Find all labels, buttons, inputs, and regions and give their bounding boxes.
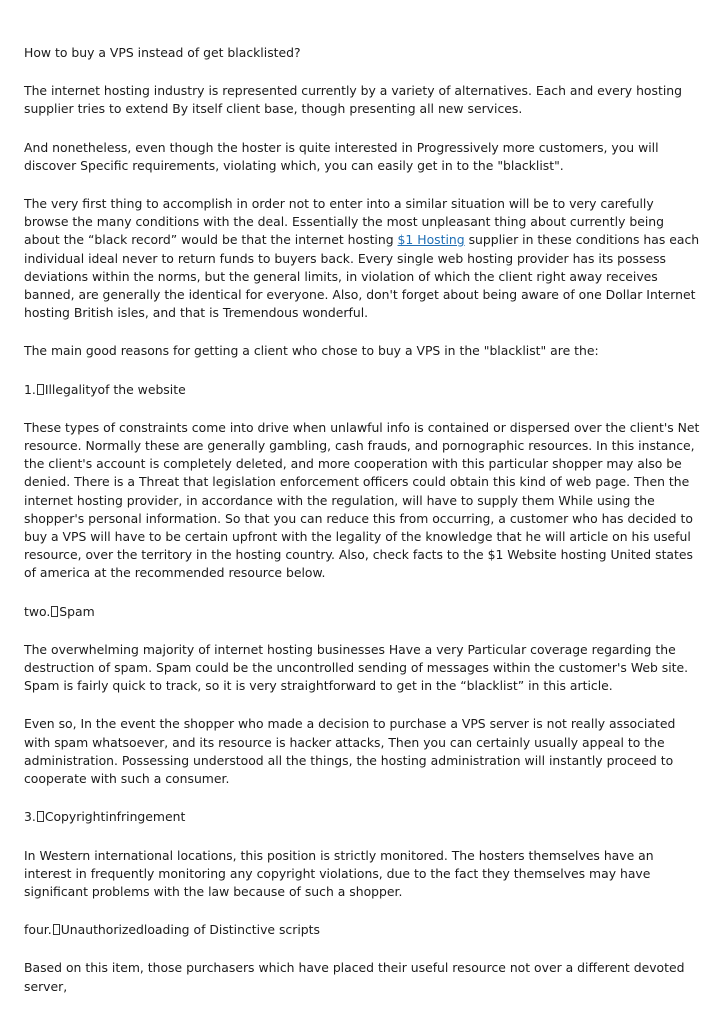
missing-glyph-icon	[37, 811, 44, 822]
section-heading-text: Illegality	[44, 381, 98, 397]
section-number: two.	[24, 603, 51, 619]
section-heading-text: infringement	[105, 809, 186, 825]
paragraph: The overwhelming majority of internet hosting businesses Have a very Particular coverage regarding the destruction of spam. Spam could be the uncontrolled sending of messages within the customer's Web site. Spam is fairly quick to track, so it is very straightforward to get in the “blacklist” in this article.	[24, 641, 689, 694]
section-heading-scripts	[24, 921, 700, 939]
section-heading-copyright	[24, 808, 700, 826]
section-heading-text: Spam	[59, 603, 95, 619]
section-heading-text: Copyright	[44, 809, 106, 825]
section-number: 3.	[24, 809, 36, 825]
section-heading-spam	[24, 603, 700, 621]
missing-glyph-icon	[53, 924, 60, 935]
missing-glyph-icon	[37, 384, 44, 395]
section-heading-text: Unauthorized	[60, 922, 144, 938]
paragraph-text: The very first thing to accomplish in order not to enter into a similar situation will be to very carefully browse the many conditions with the deal. Essentially the most unpleasant thing about currently being about the “black record” would be that the internet hosting	[24, 196, 664, 248]
missing-glyph-icon	[51, 606, 58, 617]
section-number: 1.	[24, 381, 36, 397]
article-title: How to buy a VPS instead of get blacklisted?	[24, 45, 301, 60]
paragraph: Even so, In the event the shopper who made a decision to purchase a VPS server is not really associated with spam whatsoever, and its resource is hacker attacks, Then you can certainly usually appeal to the administration. Possessing understood all the things, the hosting administration will instantly proceed to cooperate with such a consumer.	[24, 716, 676, 787]
paragraph	[24, 195, 700, 322]
paragraph: In Western international locations, this position is strictly monitored. The hosters themselves have an interest in frequently monitoring any copyright violations, due to the fact they themselves may have significant problems with the law because of such a shopper.	[24, 847, 654, 899]
section-number: four.	[24, 922, 52, 938]
paragraph: The internet hosting industry is represented currently by a variety of alternatives. Each and every hosting supplier tries to extend By itself client base, though presenting all new services.	[24, 83, 682, 117]
section-heading-text: loading of Distinctive scripts	[143, 922, 320, 938]
paragraph: Based on this item, those purchasers which have placed their useful resource not over a different devoted server,	[24, 960, 685, 994]
section-heading-text: of the website	[97, 381, 186, 397]
paragraph: These types of constraints come into drive when unlawful info is contained or dispersed over the client's Net resource. Normally these are generally gambling, cash frauds, and pornographic resources. In this instance, the client's account is completely deleted, and more cooperation with this particular shopper may also be denied. There is a Threat that legislation enforcement officers could obtain this kind of web page. Then the internet hosting provider, in accordance with the regulation, will have to supply them While using the shopper's personal information. So that you can reduce this from occurring, a customer who has decided to buy a VPS will have to be certain upfront with the legality of the knowledge that he will article on his useful resource, over the territory in the hosting country. Also, check facts to the $1 Website hosting United states of america at the recommended resource below.	[24, 419, 700, 581]
paragraph-text: supplier in these conditions has each individual ideal never to return funds to buyers back. Every single web hosting provider has its possess deviations within the norms, but the general limits, in violation of which the client right away receives banned, are generally the identical for everyone. Also, don't forget about being aware of one Dollar Internet hosting British isles, and that is Tremendous wonderful.	[24, 232, 700, 321]
hosting-link[interactable]: $1 Hosting	[397, 232, 465, 248]
section-heading-illegality	[24, 381, 700, 399]
paragraph: The main good reasons for getting a client who chose to buy a VPS in the "blacklist" are the:	[24, 343, 599, 359]
article-body	[24, 44, 700, 1016]
paragraph: And nonetheless, even though the hoster is quite interested in Progressively more customers, you will discover Specific requirements, violating which, you can easily get in to the "blacklist".	[24, 139, 659, 173]
